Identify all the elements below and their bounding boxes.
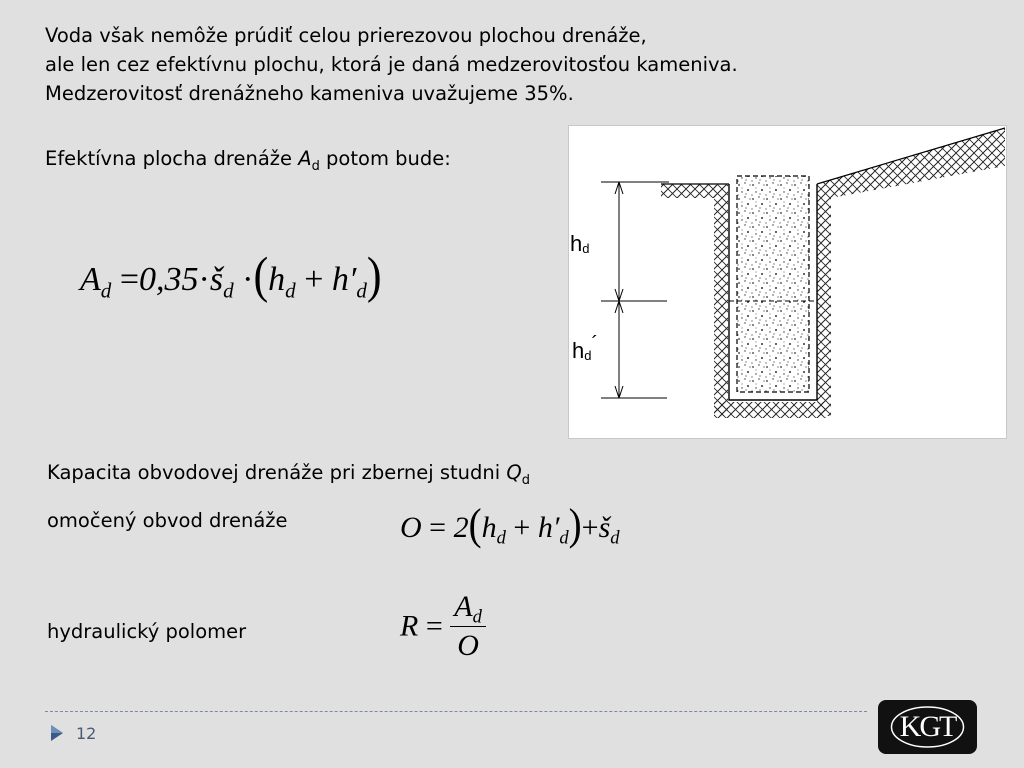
formula-a-plus: + [304, 261, 324, 298]
intro-line-3: Medzerovitosť drenážneho kameniva uvažujeme 35%. [45, 82, 574, 105]
formula-r-num: A [454, 590, 473, 623]
perimeter-label: omočený obvod drenáže [47, 509, 288, 532]
capacity-text: Kapacita obvodovej drenáže pri zbernej studni [47, 461, 507, 484]
formula-r-fraction [450, 590, 486, 663]
formula-a-lhs-sub: d [100, 278, 112, 303]
formula-o-plus: + [513, 511, 531, 544]
footer-divider [45, 711, 867, 712]
formula-r-eq: = [425, 609, 443, 643]
formula-o-h2: h′ [537, 511, 560, 544]
formula-a-paren-open: ( [253, 247, 269, 304]
effective-area-text-before: Efektívna plocha drenáže [45, 147, 299, 170]
formula-r-numerator [450, 590, 486, 627]
formula-r-lhs: R [400, 609, 419, 643]
radius-label: hydraulický polomer [47, 620, 247, 643]
ground-bottom [714, 402, 826, 418]
formula-o-h-sub: d [496, 527, 506, 549]
capacity-sentence [47, 458, 530, 495]
formula-o-s-sub: d [610, 527, 620, 549]
formula-radius [400, 590, 486, 663]
capacity-symbol: Q [506, 461, 522, 484]
formula-a-dot-2: · [242, 261, 254, 298]
formula-o-lhs: O [400, 511, 422, 544]
effective-area-text-after: potom bude: [319, 147, 451, 170]
formula-o-paren-open: ( [468, 499, 482, 550]
intro-line-1: Voda však nemôže prúdiť celou prierezovou plochou drenáže, [45, 24, 647, 47]
ground-left-wall [714, 184, 728, 416]
formula-a-dot: · [198, 261, 210, 298]
formula-o-paren-close: ) [568, 499, 582, 550]
formula-r-den: O [457, 629, 479, 662]
label-hd-prime: hd´ [572, 333, 599, 363]
formula-o-two: 2 [453, 511, 469, 544]
formula-a-h2: h′ [331, 261, 357, 298]
drain-diagram [569, 126, 1006, 438]
formula-a-h: h [268, 261, 286, 298]
ground-left-surface [661, 184, 716, 198]
formula-effective-area [80, 247, 382, 304]
formula-a-lhs: A [80, 261, 101, 298]
page-number: 12 [76, 724, 97, 743]
kgt-logo [878, 700, 977, 754]
effective-area-subscript: d [311, 158, 320, 174]
formula-o-s: š [598, 511, 611, 544]
ground-right-slope [817, 128, 1005, 198]
formula-a-h2-sub: d [356, 278, 367, 303]
ground-right-wall [817, 184, 831, 416]
formula-o-eq: = [429, 511, 447, 544]
capacity-subscript: d [521, 472, 531, 488]
gravel-fill [737, 176, 809, 392]
formula-perimeter [400, 499, 620, 550]
formula-r-num-sub: d [472, 606, 482, 628]
logo-text: KGT [899, 710, 956, 743]
formula-a-s-sub: d [223, 278, 234, 303]
effective-area-sentence [45, 144, 451, 181]
drain-cross-section-figure [568, 125, 1007, 439]
formula-a-eq: = [119, 261, 140, 298]
formula-o-h2-sub: d [559, 527, 569, 549]
formula-o-plus-2: + [581, 511, 599, 544]
label-hd: hd [570, 231, 590, 256]
formula-a-paren-close: ) [366, 247, 382, 304]
effective-area-symbol: A [298, 147, 312, 170]
formula-o-h: h [481, 511, 497, 544]
formula-a-s: š [209, 261, 224, 298]
play-arrow-icon [50, 724, 64, 742]
formula-a-coef: 0,35 [139, 261, 199, 298]
intro-line-2: ale len cez efektívnu plochu, ktorá je daná medzerovitosťou kameniva. [45, 53, 738, 76]
formula-a-h-sub: d [285, 278, 296, 303]
